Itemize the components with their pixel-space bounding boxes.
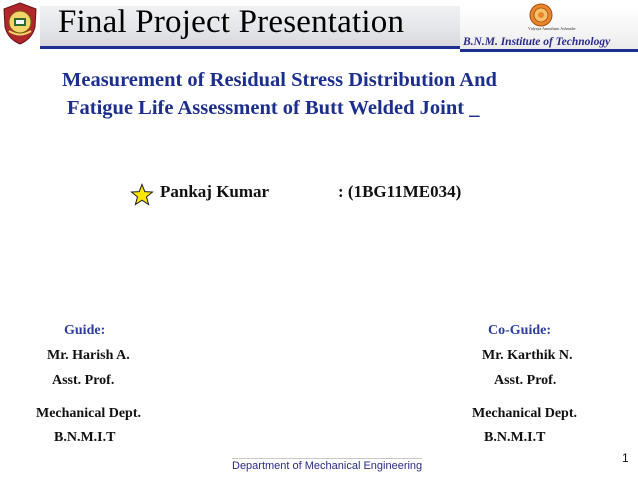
star-icon xyxy=(130,183,154,207)
presenter-id: : (1BG11ME034) xyxy=(338,182,462,201)
institute-name: B.N.M. Institute of Technology xyxy=(463,36,611,48)
co-guide-label: Co-Guide: xyxy=(488,323,551,338)
co-guide-name: Mr. Karthik N. xyxy=(482,348,573,363)
page-number: 1 xyxy=(622,451,629,465)
co-guide-designation: Asst. Prof. xyxy=(494,373,557,388)
project-title-line2: Fatigue Life Assessment of Butt Welded Joint _ xyxy=(67,97,480,119)
footer-department: Department of Mechanical Engineering xyxy=(232,460,423,472)
guide-designation: Asst. Prof. xyxy=(52,373,115,388)
guide-department: Mechanical Dept. xyxy=(36,406,141,421)
project-title xyxy=(62,66,622,122)
presentation-header-title: Final Project Presentation xyxy=(58,4,405,40)
presenter-name: Pankaj Kumar xyxy=(160,182,270,201)
co-guide-institute: B.N.M.I.T xyxy=(484,430,546,445)
institute-motto: Vidyaya Amrutham Ashnuthe xyxy=(528,26,576,31)
guide-institute: B.N.M.I.T xyxy=(54,430,116,445)
college-emblem-icon xyxy=(2,1,38,45)
guide-name: Mr. Harish A. xyxy=(47,348,130,363)
co-guide-department: Mechanical Dept. xyxy=(472,406,577,421)
institute-seal-icon xyxy=(528,3,554,27)
guide-label: Guide: xyxy=(64,323,106,338)
project-title-line1: Measurement of Residual Stress Distribution And xyxy=(62,69,497,91)
